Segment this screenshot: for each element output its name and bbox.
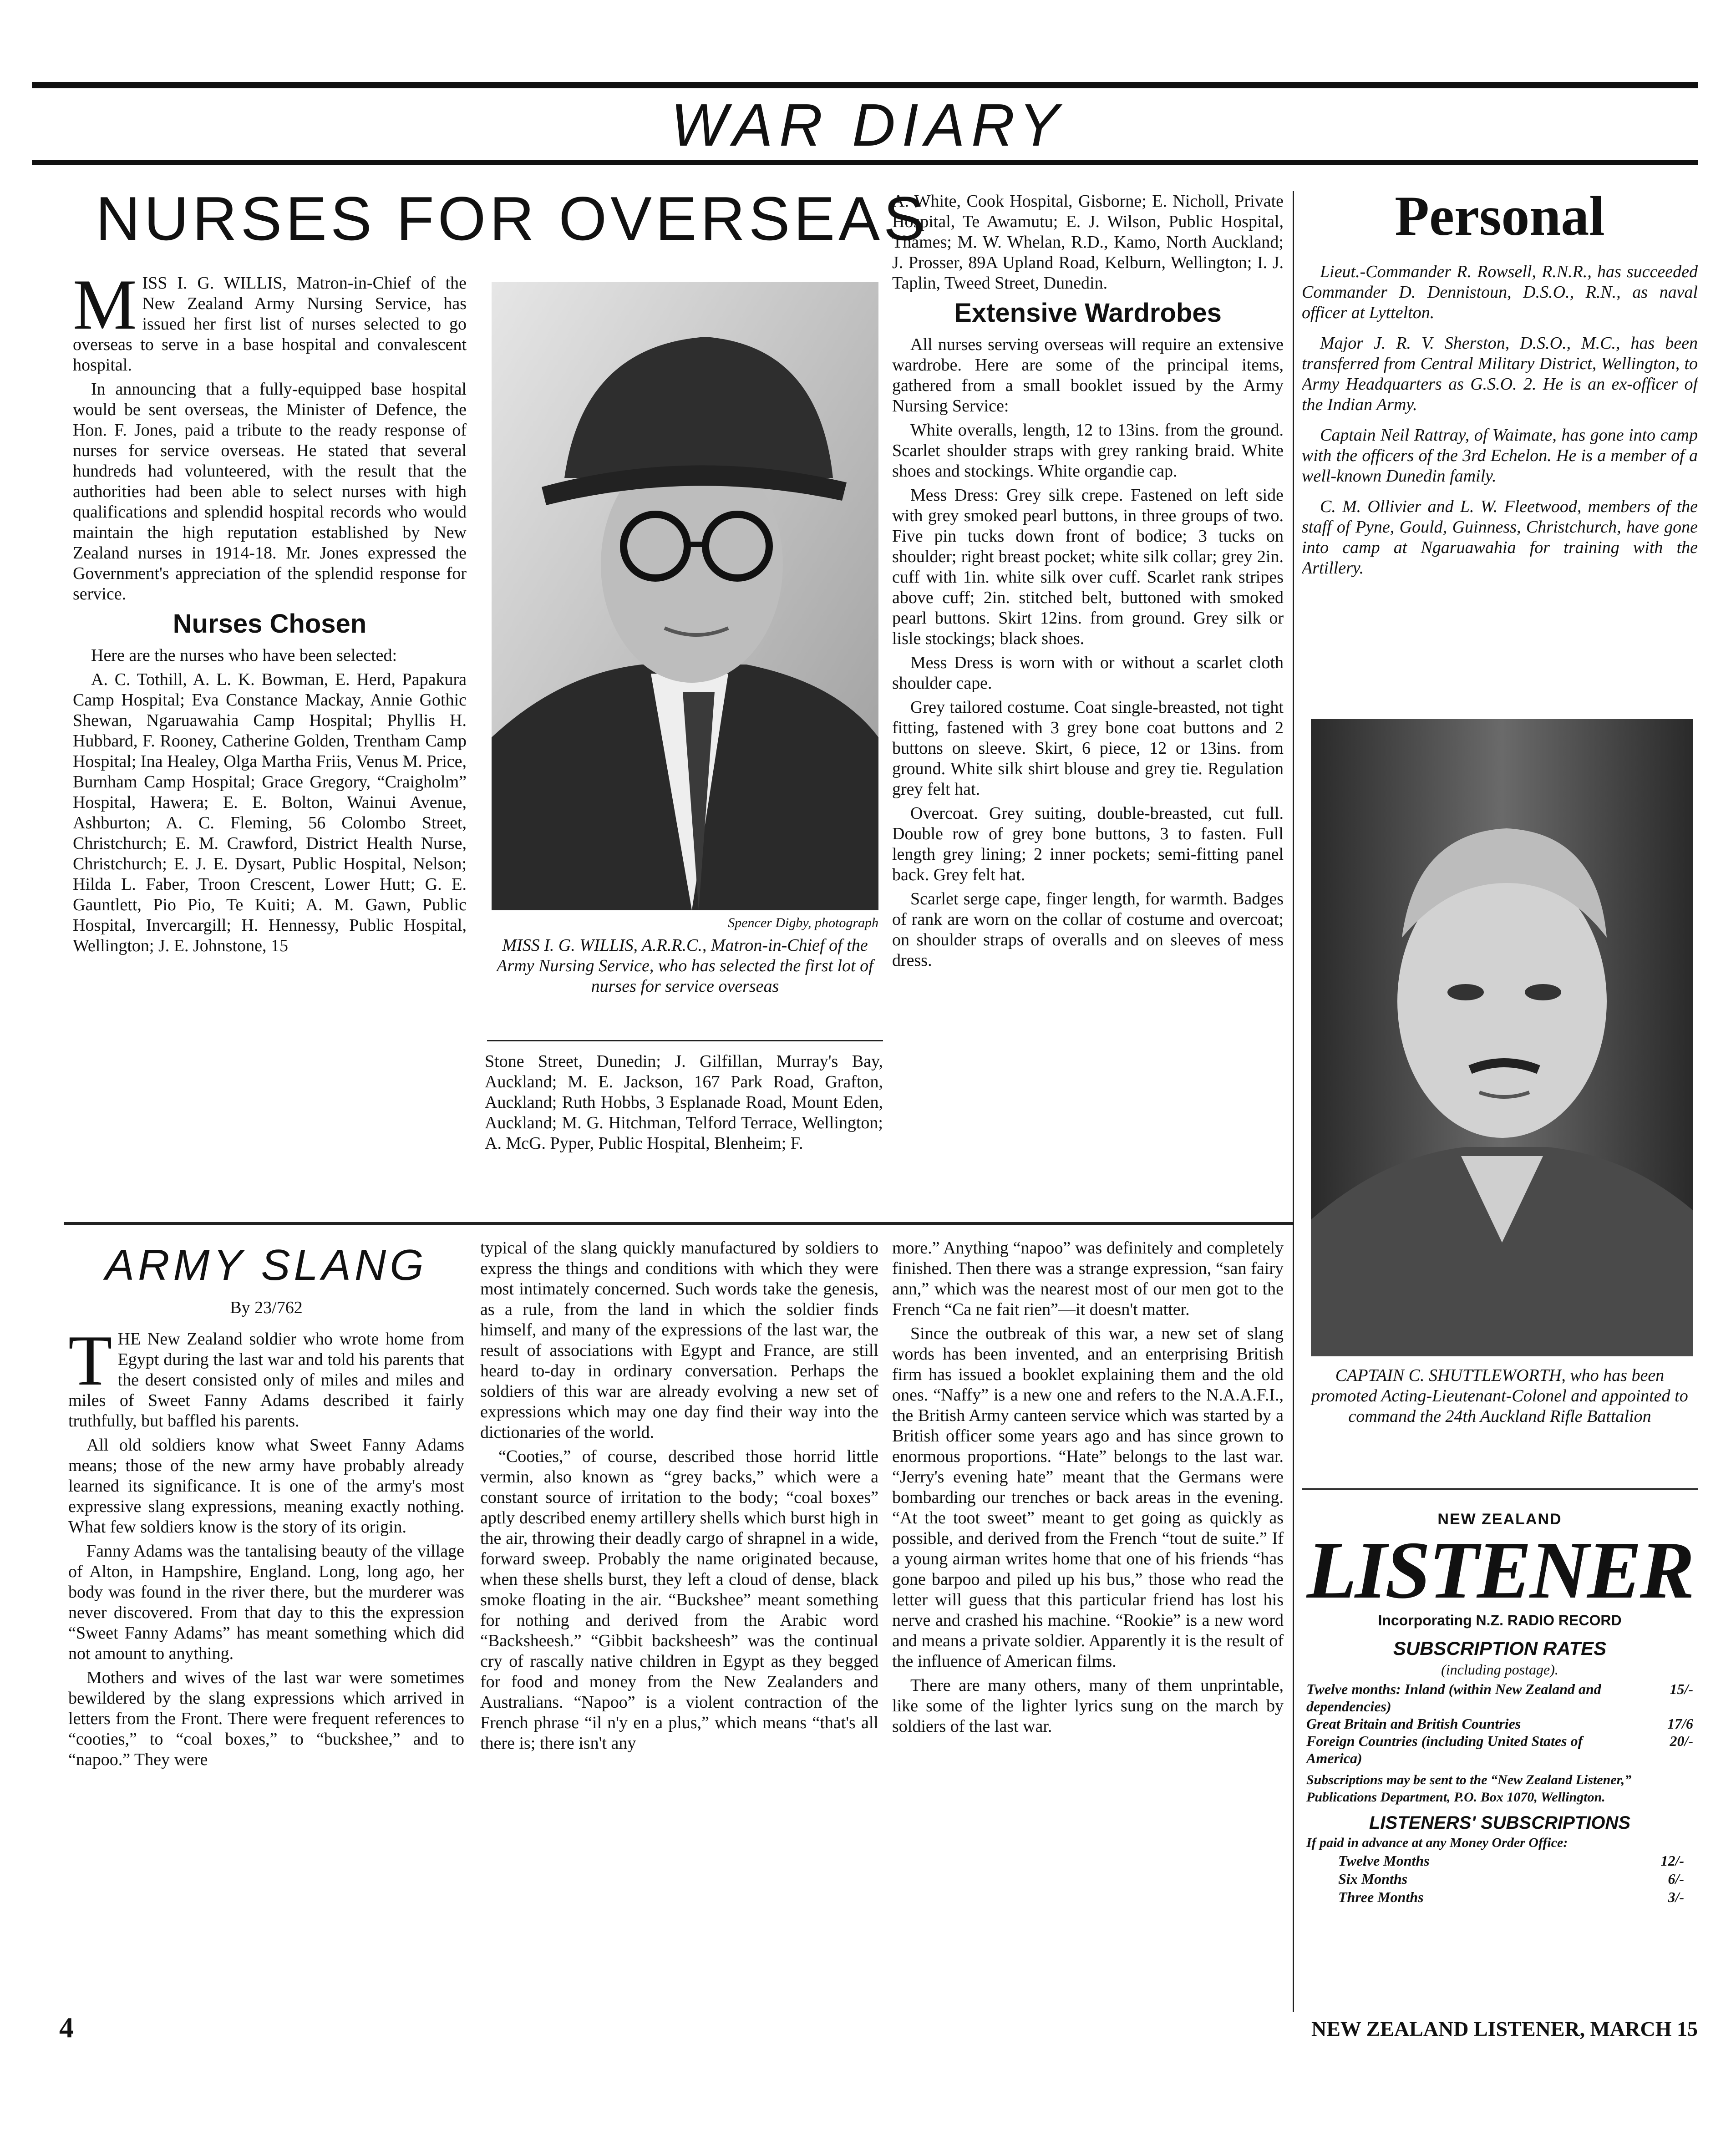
nurses-subhead-chosen: Nurses Chosen bbox=[173, 609, 367, 639]
personal-item: Captain Neil Rattray, of Waimate, has gone into camp with the officers of the 3rd Echelon. He is a member of a well-known Dunedin family. bbox=[1302, 426, 1698, 486]
personal-column bbox=[1302, 262, 1698, 712]
story-divider bbox=[64, 1222, 1293, 1225]
listeners-rate-row bbox=[1338, 1852, 1684, 1870]
wardrobe-paragraph: All nurses serving overseas will require an extensive wardrobe. Here are some of the principal items, gathered from a small booklet issued by the Army Nursing Service: bbox=[892, 335, 1284, 416]
slang-paragraph: more.” Anything “napoo” was definitely and completely finished. Then there was a strange expression, “san fairy ann,” which was the nearest most of our men got to the French “Ca ne fait rien”—it doesn't matter. bbox=[892, 1238, 1284, 1319]
rate-label: Foreign Countries (including United States of America) bbox=[1306, 1733, 1583, 1766]
footer-publication-line: NEW ZEALAND LISTENER, MARCH 15 bbox=[1311, 2017, 1698, 2040]
willis-photo-credit: Spencer Digby, photograph bbox=[728, 915, 878, 930]
shuttleworth-photo-caption: CAPTAIN C. SHUTTLEWORTH, who has been promoted Acting-Lieutenant-Colonel and appointed to command the 24th Auckland Rifle Battalion bbox=[1311, 1366, 1688, 1426]
nurses-paragraph: In announcing that a fully-equipped base hospital would be sent overseas, the Minister of Defence, the Hon. F. Jones, paid a tribute to the ready response of nurses for service overseas. He stated that several hundreds had volunteered, with the result that the authorities had been able to select nurses with high qualifications and splendid hospital records who would maintain the high reputation established by New Zealand nurses in 1914-18. Mr. Jones expressed the Government's appreciation of the splendid response for service. bbox=[73, 380, 467, 604]
slang-paragraph: There are many others, many of them unprintable, like some of the lighter lyrics sung on the march by soldiers of the last war. bbox=[892, 1676, 1284, 1736]
nurses-lead: ISS I. G. WILLIS, Matron-in-Chief of the New Zealand Army Nursing Service, has issued her first list of nurses selected to go overseas to serve in a base hospital and convalescent hospital. bbox=[73, 274, 467, 375]
rate-label: Great Britain and British Countries bbox=[1306, 1715, 1521, 1732]
willis-photo-caption: MISS I. G. WILLIS, A.R.R.C., Matron-in-Chief of the Army Nursing Service, who has selected the first lot of nurses for service overseas bbox=[497, 936, 873, 996]
nurses-column-2 bbox=[485, 1051, 883, 1215]
slang-paragraph: Mothers and wives of the last war were sometimes bewildered by the slang expressions which arrived in letters from the Front. There were frequent references to “cooties,” to “coal boxes,” to “buckshee,” and to “napoo.” They were bbox=[68, 1668, 464, 1769]
shuttleworth-portrait-image bbox=[1311, 719, 1693, 1356]
listeners-subscriptions-heading: LISTENERS' SUBSCRIPTIONS bbox=[1369, 1813, 1631, 1833]
listener-masthead: LISTENER bbox=[1306, 1525, 1693, 1615]
personal-headline: Personal bbox=[1395, 185, 1605, 247]
personal-item: C. M. Ollivier and L. W. Fleetwood, members of the staff of Pyne, Gould, Guinness, Christchurch, have gone into camp at Ngaruawahia for training with the Artillery. bbox=[1302, 497, 1698, 578]
nurses-column-1 bbox=[73, 273, 467, 1215]
listener-kicker: NEW ZEALAND bbox=[1437, 1511, 1562, 1528]
rate-price: 15/- bbox=[1670, 1681, 1693, 1697]
nurses-paragraph: Here are the nurses who have been selected: bbox=[91, 646, 397, 665]
page-number: 4 bbox=[59, 2011, 74, 2044]
listener-top-rule bbox=[1302, 1488, 1698, 1490]
personal-item: Major J. R. V. Sherston, D.S.O., M.C., has been transferred from Central Military District, Wellington, to Army Headquarters as G.S.O. 2. He is an ex-officer of the Indian Army. bbox=[1302, 334, 1698, 414]
subscription-postage-note: (including postage). bbox=[1441, 1661, 1558, 1678]
rate-label: Twelve months: Inland (within New Zealand and dependencies) bbox=[1306, 1681, 1601, 1715]
nurses-headline: NURSES FOR OVERSEAS bbox=[96, 184, 929, 253]
subscription-address-note: Subscriptions may be sent to the “New Zealand Listener,” Publications Department, P.O. Box 1070, Wellington. bbox=[1306, 1772, 1632, 1805]
personal-item: Lieut.-Commander R. Rowsell, R.N.R., has succeeded Commander D. Dennistoun, D.S.O., R.N., as naval officer at Lyttelton. bbox=[1302, 262, 1698, 322]
wardrobe-paragraph: Scarlet serge cape, finger length, for warmth. Badges of rank are worn on the collar of costume and overcoat; on shoulder straps of overalls and on sleeves of mess dress. bbox=[892, 889, 1284, 970]
section-rule bbox=[32, 160, 1698, 165]
slang-dropcap: T bbox=[68, 1329, 112, 1400]
willis-photo bbox=[492, 282, 878, 910]
rate-price: 12/- bbox=[1660, 1852, 1684, 1869]
rate-label: Three Months bbox=[1338, 1889, 1424, 1905]
subscription-rate-row bbox=[1306, 1680, 1693, 1715]
wardrobe-paragraph: Mess Dress is worn with or without a scarlet cloth shoulder cape. bbox=[892, 653, 1284, 693]
nurses-subhead-wardrobes: Extensive Wardrobes bbox=[954, 298, 1222, 328]
slang-column-1 bbox=[68, 1329, 464, 1984]
slang-paragraph: Fanny Adams was the tantalising beauty of the village of Alton, in Hampshire, England. Long, long ago, her body was found in the river there, but the murderer was never discovered. From that day to this the expression “Sweet Fanny Adams” has meant something which did not amount to anything. bbox=[68, 1542, 464, 1663]
nurses-column-3 bbox=[892, 191, 1284, 1215]
wardrobe-paragraph: Mess Dress: Grey silk crepe. Fastened on left side with grey smoked pearl buttons, in three groups of two. Five pin tucks down front of bodice; 3 tucks on shoulder; right breast pocket; white silk collar; grey 2in. cuff with 1in. white silk over cuff. Scarlet rank stripes above cuff; 2in. stitched belt, buttoned with smoked pearl buttons. Skirt 12ins. from ground. Grey silk or lisle stockings; black shoes. bbox=[892, 486, 1284, 648]
rate-price: 3/- bbox=[1668, 1889, 1684, 1905]
slang-headline: ARMY SLANG bbox=[105, 1241, 427, 1289]
shuttleworth-photo bbox=[1311, 719, 1693, 1356]
wardrobe-paragraph: Overcoat. Grey suiting, double-breasted, cut full. Double row of grey bone buttons, 3 to fasten. Full length grey lining; 2 inner pockets; semi-fitting panel back. Grey felt hat. bbox=[892, 804, 1284, 884]
listeners-rate-row bbox=[1338, 1870, 1684, 1888]
nurses-list: A. White, Cook Hospital, Gisborne; E. Nicholl, Private Hospital, Te Awamutu; E. J. Wilson, Public Hospital, Thames; M. W. Whelan, R.D., Kamo, North Auckland; J. Prosser, 89A Upland Road, Kelburn, Wellington; I. J. Taplin, Tweed Street, Dunedin. bbox=[892, 192, 1284, 293]
listeners-rate-row bbox=[1338, 1888, 1684, 1906]
rate-label: Twelve Months bbox=[1338, 1852, 1430, 1869]
listeners-rates-table bbox=[1302, 1852, 1698, 1906]
slang-paragraph: “Cooties,” of course, described those horrid little vermin, also known as “grey backs,” which were a constant source of irritation to the body; “coal boxes” aptly described enemy artillery shells which burst high in the air, throwing their deadly cargo of shrapnel in a wide, forward sweep. Probably the name originated because, when these shells burst, they left a cloud of dense, black smoke floating in the air. “Buckshee” meant something for nothing and derived from the Arabic word “Backsheesh.” “Gibbit backsheesh” was the continual cry of rascally native children in Egypt as they begged for food and money from the New Zealanders and Australians. “Napoo” is a violent contraction of the French phrase “il n'y en a plus,” which means “that's all there is; there isn't any bbox=[480, 1447, 878, 1753]
slang-byline: By 23/762 bbox=[230, 1298, 303, 1317]
caption-divider bbox=[487, 1040, 883, 1041]
column-divider bbox=[1293, 191, 1294, 2012]
nurses-list: Stone Street, Dunedin; J. Gilfillan, Murray's Bay, Auckland; M. E. Jackson, 167 Park Road, Grafton, Auckland; Ruth Hobbs, 3 Esplanade Road, Mount Eden, Auckland; M. G. Hitchman, Telford Terrace, Wellington; A. McG. Pyper, Public Hospital, Blenheim; F. bbox=[485, 1052, 883, 1153]
section-title: WAR DIARY bbox=[670, 91, 1066, 158]
subscription-rates-table bbox=[1302, 1679, 1698, 1769]
nurses-list: A. C. Tothill, A. L. K. Bowman, E. Herd, Papakura Camp Hospital; Eva Constance Mackay, Annie Gothic Shewan, Ngaruawahia Camp Hospital; Phyllis H. Hubbard, F. Rooney, Catherine Golden, Trentham Camp Hospital; Ina Healey, Olga Martha Friis, Venus M. Price, Burnham Camp Hospital; Grace Gregory, “Craigholm” Hospital, Hawera; E. E. Bolton, Wainui Avenue, Ashburton; A. C. Fleming, 56 Colombo Street, Christchurch; E. M. Crawford, District Health Nurse, Christchurch; E. J. E. Dysart, Public Hospital, Nelson; Hilda L. Faber, Troon Crescent, Lower Hutt; G. E. Gauntlett, Pio Pio, Te Kuiti; A. M. Gawn, Public Hospital, Invercargill; H. Hennessy, Public Hospital, Wellington; J. E. Johnstone, 15 bbox=[73, 670, 467, 955]
willis-portrait-image bbox=[492, 282, 878, 910]
wardrobe-paragraph: Grey tailored costume. Coat single-breasted, not tight fitting, fastened with 3 grey bone coat buttons and 2 buttons on sleeve. Skirt, 6 piece, 12 or 13ins. from ground. White silk shirt blouse and grey tie. Regulation grey felt hat. bbox=[892, 698, 1284, 799]
slang-column-2 bbox=[480, 1238, 878, 1984]
rate-label: Six Months bbox=[1338, 1871, 1408, 1887]
rate-price: 20/- bbox=[1670, 1733, 1693, 1749]
nurses-dropcap: M bbox=[73, 273, 137, 345]
rate-price: 6/- bbox=[1668, 1871, 1684, 1887]
listeners-advance-note: If paid in advance at any Money Order Office: bbox=[1306, 1835, 1568, 1850]
slang-paragraph: All old soldiers know what Sweet Fanny Adams means; those of the new army have probably already learned its significance. It is one of the army's most expressive slang expressions, meaning exactly nothing. What few soldiers know is the story of its origin. bbox=[68, 1436, 464, 1537]
wardrobe-paragraph: White overalls, length, 12 to 13ins. from the ground. Scarlet shoulder straps with grey ranking braid. White shoes and stockings. White organdie cap. bbox=[892, 421, 1284, 481]
subscription-rate-row bbox=[1306, 1732, 1693, 1767]
slang-paragraph: Since the outbreak of this war, a new set of slang words has been invented, and an enterprising British firm has issued a booklet explaining them and the old ones. “Naffy” is a new one and refers to the N.A.A.F.I., the British Army canteen service which was started by a British officer some years ago and has since grown to enormous proportions. “Hate” belongs to the last war. “Jerry's evening hate” meant that the Germans were bombarding our trenches or back areas in the evening. “At the toot sweet” meant to get going as quickly as possible, and derived from the French “tout de suite.” If a young airman writes home that one of his friends “has gone barpoo and piled up his bus,” those who read the letter will guess that this particular friend has lost his nerve and crashed his machine. “Rookie” is a new word and means a private soldier. Apparently it is the result of the influence of American films. bbox=[892, 1324, 1284, 1671]
subscription-rates-heading: SUBSCRIPTION RATES bbox=[1393, 1638, 1607, 1659]
listener-incorporating: Incorporating N.Z. RADIO RECORD bbox=[1378, 1612, 1622, 1629]
listener-box bbox=[1302, 1502, 1698, 1984]
slang-column-3 bbox=[892, 1238, 1284, 1984]
subscription-rate-row bbox=[1306, 1715, 1693, 1732]
slang-lead: HE New Zealand soldier who wrote home from Egypt during the last war and told his parents that the desert consisted only of miles and miles and miles of Sweet Fanny Adams described it fairly truthfully, but baffled his parents. bbox=[68, 1329, 464, 1431]
rate-price: 17/6 bbox=[1667, 1715, 1693, 1732]
slang-paragraph: typical of the slang quickly manufactured by soldiers to express the things and conditions with which they were most intimately concerned. Such words take the genesis, as a rule, from the land in which the soldier finds himself, and many of the expressions of the last war, the result of associations with Egypt and France, are still heard to-day in ordinary conversation. Perhaps the soldiers of this war are already evolving a new set of expressions which may one day find their way into the dictionaries of the world. bbox=[480, 1238, 878, 1442]
top-rule bbox=[32, 82, 1698, 88]
